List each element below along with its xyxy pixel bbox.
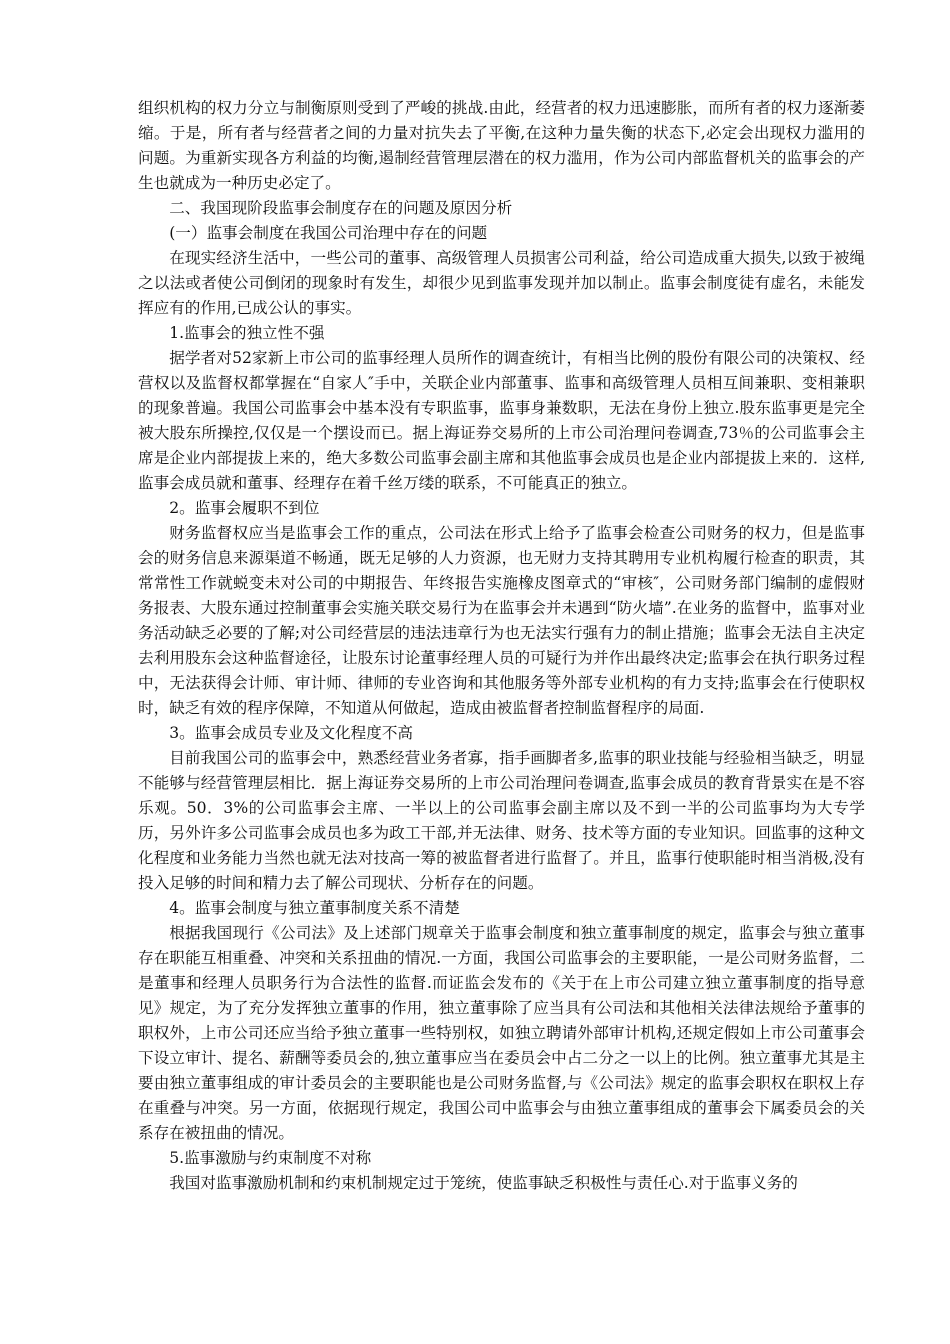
item-heading-3: 3。监事会成员专业及文化程度不高 xyxy=(169,724,414,742)
document-body xyxy=(138,96,865,1196)
paragraph-duties: 财务监督权应当是监事会工作的重点，公司法在形式上给予了监事会检查公司财务的权力，但是监事会的财务信息来源渠道不畅通，既无足够的人力资源，也无财力支持其聘用专业机构履行检查的职责，其常常性工作就蜕变未对公司的中期报告、年终报告实施橡皮图章式的“审核″，公司财务部门编制的虚假财务报表、大股东通过控制董事会实施关联交易行为在监事会并未遇到“防火墙”.在业务的监督中，监事对业务活动缺乏必要的了解;对公司经营层的违法违章行为也无法实行强有力的制止措施；监事会无法自主决定去利用股东会这种监督途径，让股东讨论董事经理人员的可疑行为并作出最终决定;监事会在执行职务过程中，无法获得会计师、审计师、律师的专业咨询和其他服务等外部专业机构的有力支持;监事会在行使职权时，缺乏有效的程序保障，不知道从何做起，造成由被监督者控制监督程序的局面. xyxy=(138,524,865,717)
item-heading-2: 2。监事会履职不到位 xyxy=(169,499,320,517)
item-heading-4: 4。监事会制度与独立董事制度关系不清楚 xyxy=(169,899,460,917)
paragraph-intro: 组织机构的权力分立与制衡原则受到了严峻的挑战.由此，经营者的权力迅速膨胀，而所有者的权力逐渐萎缩。于是，所有者与经营者之间的力量对抗失去了平衡,在这种力量失衡的状态下,必定会出现权力滥用的问题。为重新实现各方利益的均衡,遏制经营管理层潜在的权力滥用，作为公司内部监督机关的监事会的产生也就成为一种历史必定了。 xyxy=(138,99,865,192)
section-heading-2: 二、我国现阶段监事会制度存在的问题及原因分析 xyxy=(169,199,513,217)
subsection-heading-1: (一）监事会制度在我国公司治理中存在的问题 xyxy=(169,224,488,242)
paragraph-independent-directors: 根据我国现行《公司法》及上述部门规章关于监事会制度和独立董事制度的规定，监事会与独立董事存在职能互相重叠、冲突和关系扭曲的情况.一方面，我国公司监事会的主要职能，一是公司财务监督，二是董事和经理人员职务行为合法性的监督.而证监会发布的《关于在上市公司建立独立董事制度的指导意见》规定，为了充分发挥独立董事的作用，独立董事除了应当具有公司法和其他相关法律法规给予董事的职权外，上市公司还应当给予独立董事一些特别权，如独立聘请外部审计机构,还规定假如上市公司董事会下设立审计、提名、薪酬等委员会的,独立董事应当在委员会中占二分之一以上的比例。独立董事尤其是主要由独立董事组成的审计委员会的主要职能也是公司财务监督,与《公司法》规定的监事会职权在职权上存在重叠与冲突。另一方面，依据现行规定，我国公司中监事会与由独立董事组成的董事会下属委员会的关系存在被扭曲的情况。 xyxy=(138,924,865,1142)
paragraph-overview: 在现实经济生活中，一些公司的董事、高级管理人员损害公司利益，给公司造成重大损失,以致于被绳之以法或者使公司倒闭的现象时有发生，却很少见到监事发现并加以制止。监事会制度徒有虚名，未能发挥应有的作用,已成公认的事实。 xyxy=(138,249,865,317)
item-heading-5: 5.监事激励与约束制度不对称 xyxy=(169,1149,372,1167)
paragraph-independence: 据学者对52家新上市公司的监事经理人员所作的调查统计，有相当比例的股份有限公司的决策权、经营权以及监督权都掌握在“自家人″手中，关联企业内部董事、监事和高级管理人员相互间兼职、变相兼职的现象普遍。我国公司监事会中基本没有专职监事，监事身兼数职，无法在身份上独立.股东监事更是完全被大股东所操控,仅仅是一个摆设而已。据上海证券交易所的上市公司治理问卷调查,73％的公司监事会主席是企业内部提拔上来的，绝大多数公司监事会副主席和其他监事会成员也是企业内部提拔上来的．这样,监事会成员就和董事、经理存在着千丝万缕的联系，不可能真正的独立。 xyxy=(138,349,865,492)
paragraph-qualification: 目前我国公司的监事会中，熟悉经营业务者寡，指手画脚者多,监事的职业技能与经验相当缺乏，明显不能够与经营管理层相比．据上海证券交易所的上市公司治理问卷调查,监事会成员的教育背景实在是不容乐观。50．3%的公司监事会主席、一半以上的公司监事会副主席以及不到一半的公司监事均为大专学历，另外许多公司监事会成员也多为政工干部,并无法律、财务、技术等方面的专业知识。回监事的这种文化程度和业务能力当然也就无法对技高一筹的被监督者进行监督了。并且，监事行使职能时相当消极,没有投入足够的时间和精力去了解公司现状、分析存在的问题。 xyxy=(138,749,865,892)
paragraph-incentive: 我国对监事激励机制和约束机制规定过于笼统，使监事缺乏积极性与责任心.对于监事义务的 xyxy=(169,1174,798,1192)
item-heading-1: 1.监事会的独立性不强 xyxy=(169,324,325,342)
